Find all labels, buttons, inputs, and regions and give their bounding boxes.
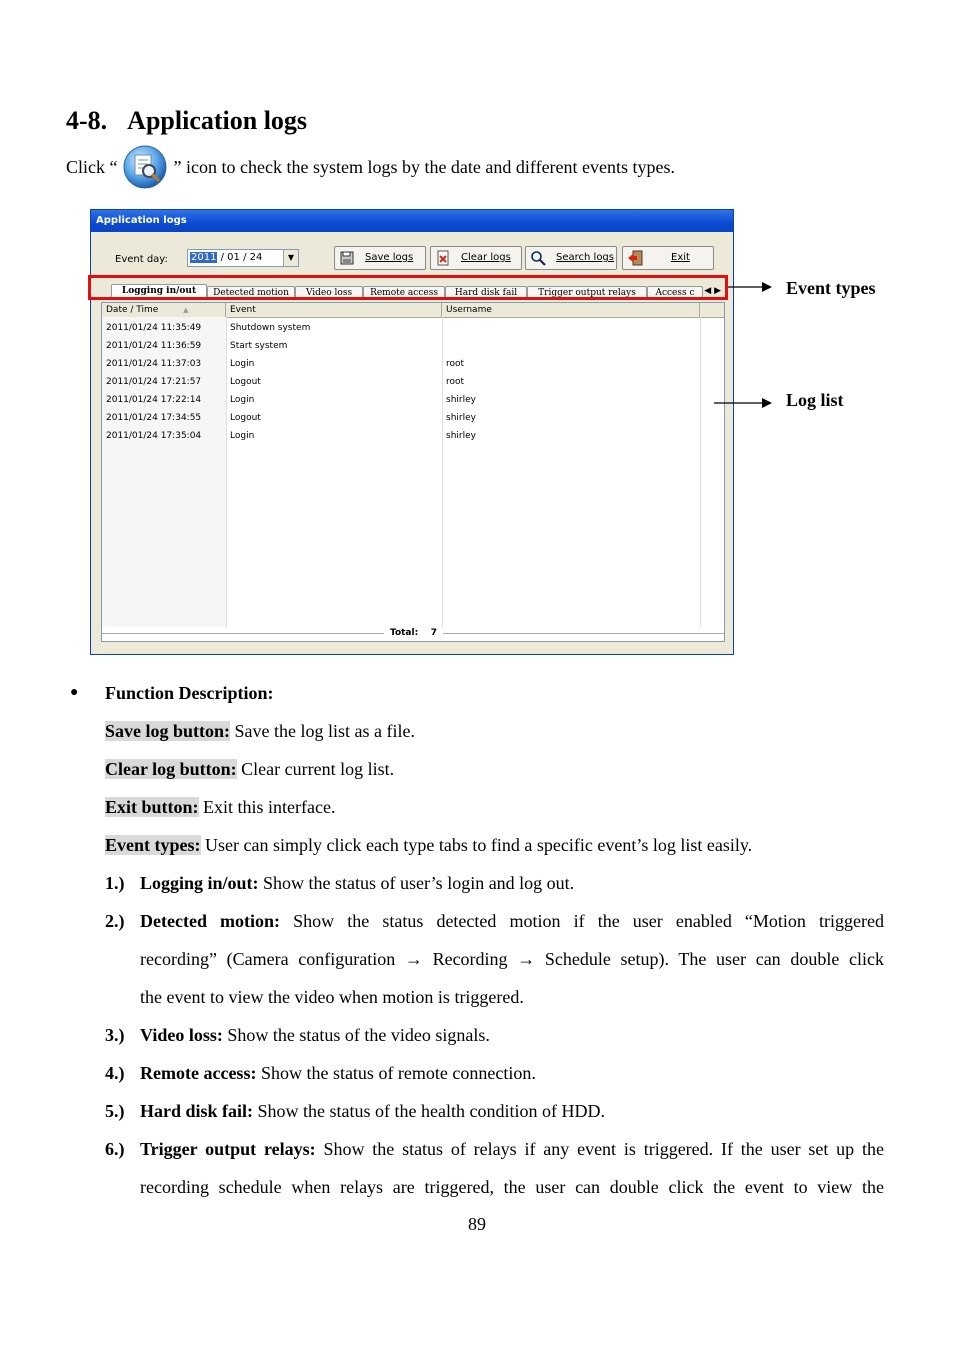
total-bar bbox=[102, 627, 724, 641]
event-types-highlight bbox=[88, 275, 728, 300]
row-date-time: 2011/01/24 11:36:59 bbox=[106, 341, 202, 351]
save-logs-label: Save logs bbox=[365, 252, 414, 263]
row-date-time: 2011/01/24 17:34:55 bbox=[106, 413, 202, 423]
function-heading: Function Description: bbox=[105, 683, 274, 703]
table-row[interactable] bbox=[102, 355, 724, 373]
list-item-text: the event to view the video when motion is triggered. bbox=[140, 987, 524, 1007]
search-logs-icon bbox=[122, 144, 168, 190]
total-count: Total: 7 bbox=[384, 627, 443, 640]
column-username[interactable]: Username bbox=[442, 303, 700, 317]
tab-trigger-output-relays[interactable]: Trigger output relays bbox=[527, 286, 647, 300]
row-date-time: 2011/01/24 11:35:49 bbox=[106, 323, 202, 333]
tab-remote-access[interactable]: Remote access bbox=[363, 286, 445, 300]
row-date-time: 2011/01/24 11:37:03 bbox=[106, 359, 202, 369]
row-date-time: 2011/01/24 17:22:14 bbox=[106, 395, 202, 405]
clear-icon bbox=[435, 250, 451, 266]
exit-door-icon bbox=[627, 250, 643, 266]
tab-video-loss[interactable]: Video loss bbox=[295, 286, 363, 300]
row-username: root bbox=[446, 377, 465, 387]
exit-label: Exit bbox=[671, 252, 690, 263]
section-title bbox=[66, 106, 307, 136]
column-date-time[interactable]: Date / Time ▲ bbox=[102, 303, 226, 317]
row-event: Shutdown system bbox=[230, 323, 311, 333]
list-item-text: recording schedule when relays are triggered, the user can double click the event to view the bbox=[140, 1177, 884, 1197]
row-event: Logout bbox=[230, 377, 261, 387]
save-log-description: Save log button: Save the log list as a file. bbox=[105, 721, 415, 741]
event-types-callout: Event types bbox=[786, 278, 876, 298]
window-title: Application logs bbox=[91, 210, 733, 232]
log-list bbox=[101, 302, 725, 642]
section-number: 4-8. bbox=[66, 106, 108, 135]
tab-access-control[interactable]: Access c bbox=[647, 286, 703, 300]
intro-paragraph bbox=[66, 146, 675, 192]
section-heading: Application logs bbox=[127, 106, 308, 135]
table-row[interactable] bbox=[102, 373, 724, 391]
page-number: 89 bbox=[468, 1214, 486, 1234]
save-icon bbox=[339, 250, 355, 266]
row-date-time: 2011/01/24 17:35:04 bbox=[106, 431, 202, 441]
row-event: Start system bbox=[230, 341, 288, 351]
event-types-description: Event types: User can simply click each type tabs to find a specific event’s log list easily. bbox=[105, 835, 753, 855]
list-item-text: Trigger output relays: Show the status of relays if any event is triggered. If the user set up the bbox=[140, 1139, 884, 1159]
row-username: shirley bbox=[446, 395, 476, 405]
table-row[interactable] bbox=[102, 319, 724, 337]
exit-description: Exit button: Exit this interface. bbox=[105, 797, 336, 817]
tab-hard-disk-fail[interactable]: Hard disk fail bbox=[445, 286, 527, 300]
bullet-icon: ● bbox=[70, 685, 79, 700]
table-row[interactable] bbox=[102, 427, 724, 445]
list-item-text: recording” (Camera configuration → Recording → Schedule setup). The user can double click bbox=[140, 949, 884, 969]
table-row[interactable] bbox=[102, 337, 724, 355]
clear-logs-label: Clear logs bbox=[461, 252, 511, 263]
search-logs-button[interactable] bbox=[525, 246, 617, 270]
table-row[interactable] bbox=[102, 391, 724, 409]
tab-logging-in-out[interactable]: Logging in/out bbox=[111, 284, 207, 300]
row-username: shirley bbox=[446, 413, 476, 423]
tab-scroll-arrows[interactable]: ◀ ▶ bbox=[704, 286, 721, 296]
event-day-label: Event day: bbox=[115, 254, 168, 265]
intro-text-after: ” icon to check the system logs by the date and different events types. bbox=[173, 157, 676, 178]
list-item-text: Detected motion: Show the status detected motion if the user enabled “Motion triggered bbox=[140, 911, 884, 931]
chevron-down-icon[interactable]: ▼ bbox=[283, 250, 298, 266]
column-event[interactable]: Event bbox=[226, 303, 442, 317]
table-row[interactable] bbox=[102, 409, 724, 427]
log-list-header bbox=[102, 303, 724, 318]
row-event: Login bbox=[230, 395, 255, 405]
magnifier-icon bbox=[530, 250, 546, 266]
event-types-arrow bbox=[728, 280, 774, 294]
sort-ascending-icon: ▲ bbox=[183, 306, 189, 314]
row-event: Login bbox=[230, 431, 255, 441]
event-day-picker[interactable] bbox=[187, 249, 299, 267]
exit-button[interactable] bbox=[622, 246, 714, 270]
row-event: Login bbox=[230, 359, 255, 369]
date-month-day: / 01 / 24 bbox=[217, 252, 263, 263]
row-date-time: 2011/01/24 17:21:57 bbox=[106, 377, 202, 387]
tab-detected-motion[interactable]: Detected motion bbox=[207, 286, 295, 300]
toolbar bbox=[91, 246, 733, 272]
intro-text-before: Click “ bbox=[66, 157, 118, 178]
log-list-callout: Log list bbox=[786, 390, 844, 410]
row-event: Logout bbox=[230, 413, 261, 423]
log-list-arrow bbox=[714, 396, 774, 410]
clear-logs-button[interactable] bbox=[430, 246, 522, 270]
search-logs-label: Search logs bbox=[556, 252, 614, 263]
row-username: shirley bbox=[446, 431, 476, 441]
clear-log-description: Clear log button: Clear current log list. bbox=[105, 759, 395, 779]
save-logs-button[interactable] bbox=[334, 246, 426, 270]
date-year: 2011 bbox=[191, 252, 217, 263]
row-username: root bbox=[446, 359, 465, 369]
